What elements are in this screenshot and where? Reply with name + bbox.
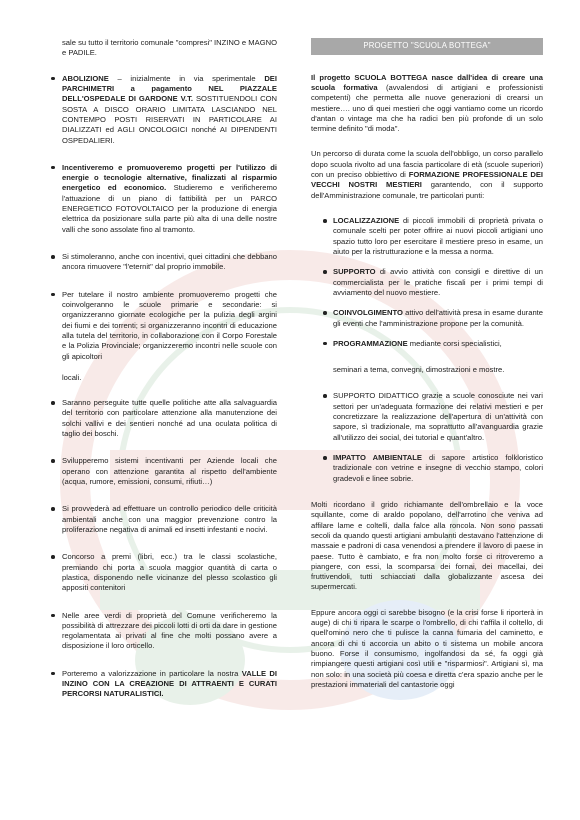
list-item-eternit: Si stimoleranno, anche con incentivi, quei cittadini che debbano ancora rimuovere "l'eternit" dal proprio immobile. — [62, 252, 277, 272]
sub-item-coinvolgimento: COINVOLGIMENTO attivo dell'attività presa in esame durante gli eventi che l'amministrazione propone per la comunità. — [333, 308, 543, 328]
list-item-concorso: Concorso a premi (libri, ecc.) tra le classi scolastiche, premiando chi porta a scuola maggior quantità di carta o plastica, disponendo nelle vicinanze del plesso scolastico gli appositi contenitori — [62, 552, 277, 593]
list-item-abolizione: ABOLIZIONE – inizialmente in via sperimentale DEI PARCHIMETRI a pagamento NEL PIAZZALE DELL'OSPEDALE DI GARDONE V.T. SOSTITUENDOLI CON SOSTA A DISCO ORARIO LIMITATA LASCIANDO NEL CONTEMPO POSTI RISERVATI IN PARTICOLARE AI DIALIZZATI ed AGLI ONCOLOGICI nonché AI DIPENDENTI OSPEDALIERI. — [62, 73, 277, 145]
sub-item-supporto: SUPPORTO di avvio attività con consigli e direttive di un commercialista per le pratiche fiscali per i primi tempi di avviamento del nuovo mestiere. — [333, 267, 543, 297]
list-item-territorio: Saranno perseguite tutte quelle politiche atte alla salvaguardia del territorio con particolare attenzione alla manutenzione dei solchi vallivi e dei sentieri nonché ad una oculata politica di taglio dei boschi. — [62, 398, 277, 439]
list-item-controllo: Si provvederà ad effettuare un controllo periodico delle criticità ambientali anche con una maggior prevenzione contro la proliferazione negativa di animali ed insetti infestanti e nocivi. — [62, 504, 277, 534]
locali-text: locali. — [62, 372, 82, 382]
sub-item-localizzazione: LOCALIZZAZIONE di piccoli immobili di proprietà privata o comunale scelti per poter offrire ai nuovi piccoli artigiani uno spazio tutto loro per esercitare il mestiere preso in esame, un aiuto per la ristrutturazione e la messa a norma. — [333, 216, 543, 256]
sub-item-supporto-didattico: SUPPORTO DIDATTICO grazie a scuole conosciute nei vari settori per un'adeguata formazione dei relativi mestieri e per concretizzare la realizzazione dell'apertura di un'attività con sapore, sì tradizionale, ma soprattutto all'avanguardia grazie all'utilizzo dei social, dei tutorial e quant'altro. — [333, 391, 543, 442]
list-item-aziende: Svilupperemo sistemi incentivanti per Aziende locali che operano con attenzione garantita al rispetto dell'ambiente (acqua, rumore, emissioni, consumi, rifiuti…) — [62, 456, 277, 486]
left-column — [62, 38, 277, 711]
list-item-ambiente: Per tutelare il nostro ambiente promuoveremo progetti che coinvolgeranno le scuole primarie e secondarie: si organizzeranno giornate ecologiche per la pulizia degli argini dei fiumi e dei torrenti; si organizzeranno incontri di educazione alla tutela del territorio, in collaborazione con il Corpo Forestale e la Polizia Provinciale; organizzeremo incontri nelle scuole con gli apicoltori — [62, 289, 277, 361]
paragraph-intro: Il progetto SCUOLA BOTTEGA nasce dall'idea di creare una scuola formativa (avvalendosi di artigiani e professionisti competenti) che permetta alle nuove generazioni di crearsi un mestiere…. uno di quei mestieri che oggi vantiamo come un ricordo d'antan o vintage ma che ha radici ben più profonde di un solo termine definito "di moda". — [311, 72, 543, 134]
sub-item-programmazione-cont: seminari a tema, convegni, dimostrazioni e mostre. — [333, 365, 505, 375]
sub-item-impatto-ambientale: IMPATTO AMBIENTALE di sapore artistico folkloristico tradizionale con vetrine e insegne di vecchio stampo, colori gradevoli e linee sobrie. — [333, 453, 543, 483]
paragraph-percorso: Un percorso di durata come la scuola dell'obbligo, un corso parallelo dopo scuola rivolto ad una fascia particolare di età (scuole superiori) con un preciso obbiettivo di FORMAZIONE PROFESSIONALE DEI VECCHI NOSTRI MESTIERI garantendo, con il supporto dell'Amministrazione comunale, tre particolari punti: — [311, 149, 544, 200]
right-column — [311, 38, 543, 699]
section-header: PROGETTO "SCUOLA BOTTEGA" — [311, 38, 543, 55]
list-item-orti: Nelle aree verdi di proprietà del Comune verificheremo la possibilità di attrezzare dei piccoli lotti di orti da dare in gestione regolamentata ai privati al fine che molti possano avere a disposizione il loro orticello. — [62, 610, 277, 651]
paragraph-ricordi: Molti ricordano il grido richiamante dell'ombrellaio e la voce squillante, come di araldo popolano, dell'arrotino che veniva ad affilare lame e coltelli, dalla falce alla roncola. Non sono passati secoli da quando questi artigiani ambulanti destavano l'attenzione di massaie e padroni di casa venendosi a prendere il lavoro di paese in paese. Tutto è cambiato, e fra non molto forse ci ritroveremo a piangere, con essi, la scomparsa dei fornai, dei macellai, dei fruttivendoli, tutti schiacciati dalla globalizzante ascesa dei supermercati. — [311, 499, 543, 592]
list-item-valle: Porteremo a valorizzazione in particolare la nostra VALLE DI INZINO CON LA CREAZIONE DI ATTRAENTI E CURATI PERCORSI NATURALISTICI. — [62, 668, 278, 699]
list-item-energia: Incentiveremo e promuoveremo progetti per l'utilizzo di energie o tecnologie alternative, finalizzati al risparmio energetico ed economico. Studieremo e verificheremo l'attuazione di un piano di fattibilità per un PARCO ENERGETICO FOTOVOLTAICO per la produzione di energia elettrica da posizionare sulla parte più alta di una delle nostre valli che sono assolate fino al tramonto. — [62, 162, 277, 234]
intro-text: sale su tutto il territorio comunale "compresi" INZINO e MAGNO e PADILE. — [62, 38, 277, 58]
paragraph-eppure: Eppure ancora oggi ci sarebbe bisogno (e la crisi forse li riporterà in auge) di chi ti ripara le scarpe o l'ombrello, di chi t'affila il coltello, di quell'omino nero che ti pulisce la canna fumaria del caminetto, e ancora di chi ti accorcia un abito o ti sistema un mobile ancora buono. Forse il consumismo, ingolfandosi da sé, fa oggi già rimpiangere questi artigiani così utili e "risparmiosi". Artigiani sì, ma non solo: in una società più coesa e diretta c'era spazio anche per le prestazioni immateriali del cantastorie oggi — [311, 607, 543, 689]
sub-item-programmazione: PROGRAMMAZIONE mediante corsi specialistici, — [333, 339, 543, 349]
